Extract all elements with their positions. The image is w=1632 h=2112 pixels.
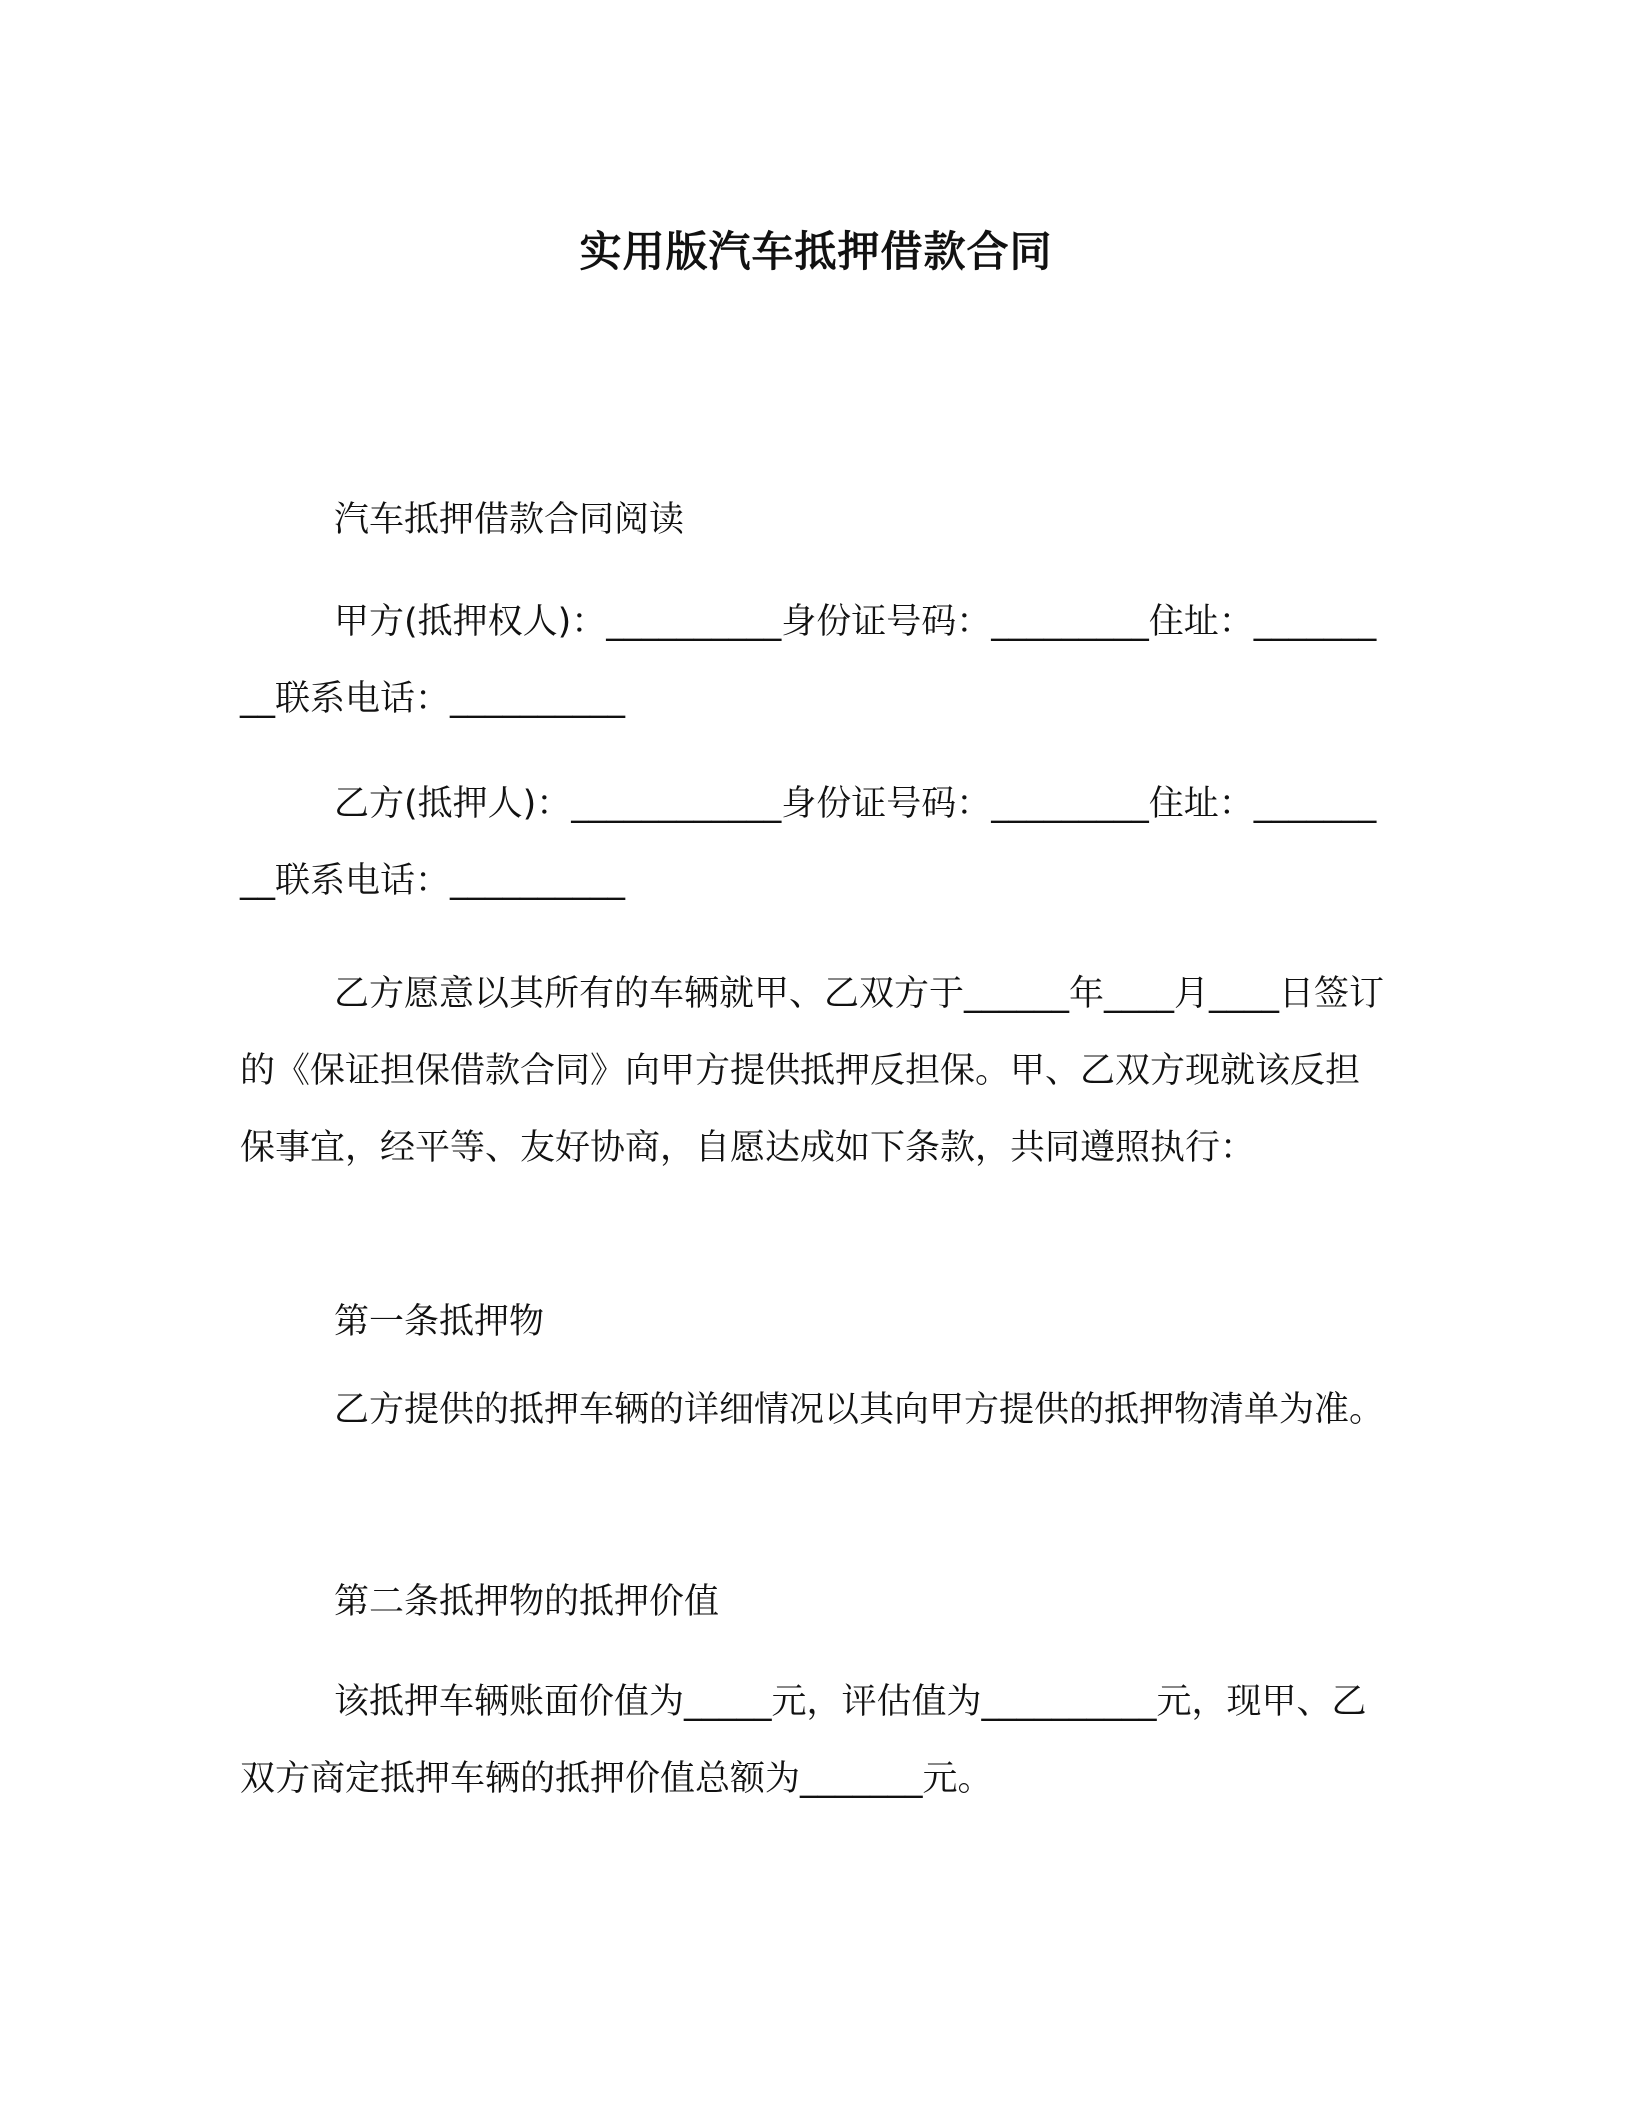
document-title: 实用版汽车抵押借款合同 bbox=[579, 227, 1053, 276]
article-2-text: 该抵押车辆账面价值为_____元，评估值为__________元，现甲、乙双方商定抵押车辆的抵押价值总额为_______元。 bbox=[240, 1682, 1367, 1799]
paragraph-party-b: 乙方(抵押人)：____________身份证号码：_________住址：_________联系电话：__________ bbox=[240, 784, 1377, 901]
paragraph-party-a: 甲方(抵押权人)：__________身份证号码：_________住址：_________联系电话：__________ bbox=[240, 602, 1377, 719]
article-1-heading: 第一条抵押物 bbox=[334, 1302, 545, 1342]
paragraph-subtitle: 汽车抵押借款合同阅读 bbox=[334, 500, 685, 540]
paragraph-preamble: 乙方愿意以其所有的车辆就甲、乙双方于______年____月____日签订的《保证担保借款合同》向甲方提供抵押反担保。甲、乙双方现就该反担保事宜，经平等、友好协商，自愿达成如下条款，共同遵照执行： bbox=[240, 974, 1385, 1168]
article-2-heading: 第二条抵押物的抵押价值 bbox=[334, 1582, 720, 1622]
article-1-text: 乙方提供的抵押车辆的详细情况以其向甲方提供的抵押物清单为准。 bbox=[334, 1390, 1385, 1430]
